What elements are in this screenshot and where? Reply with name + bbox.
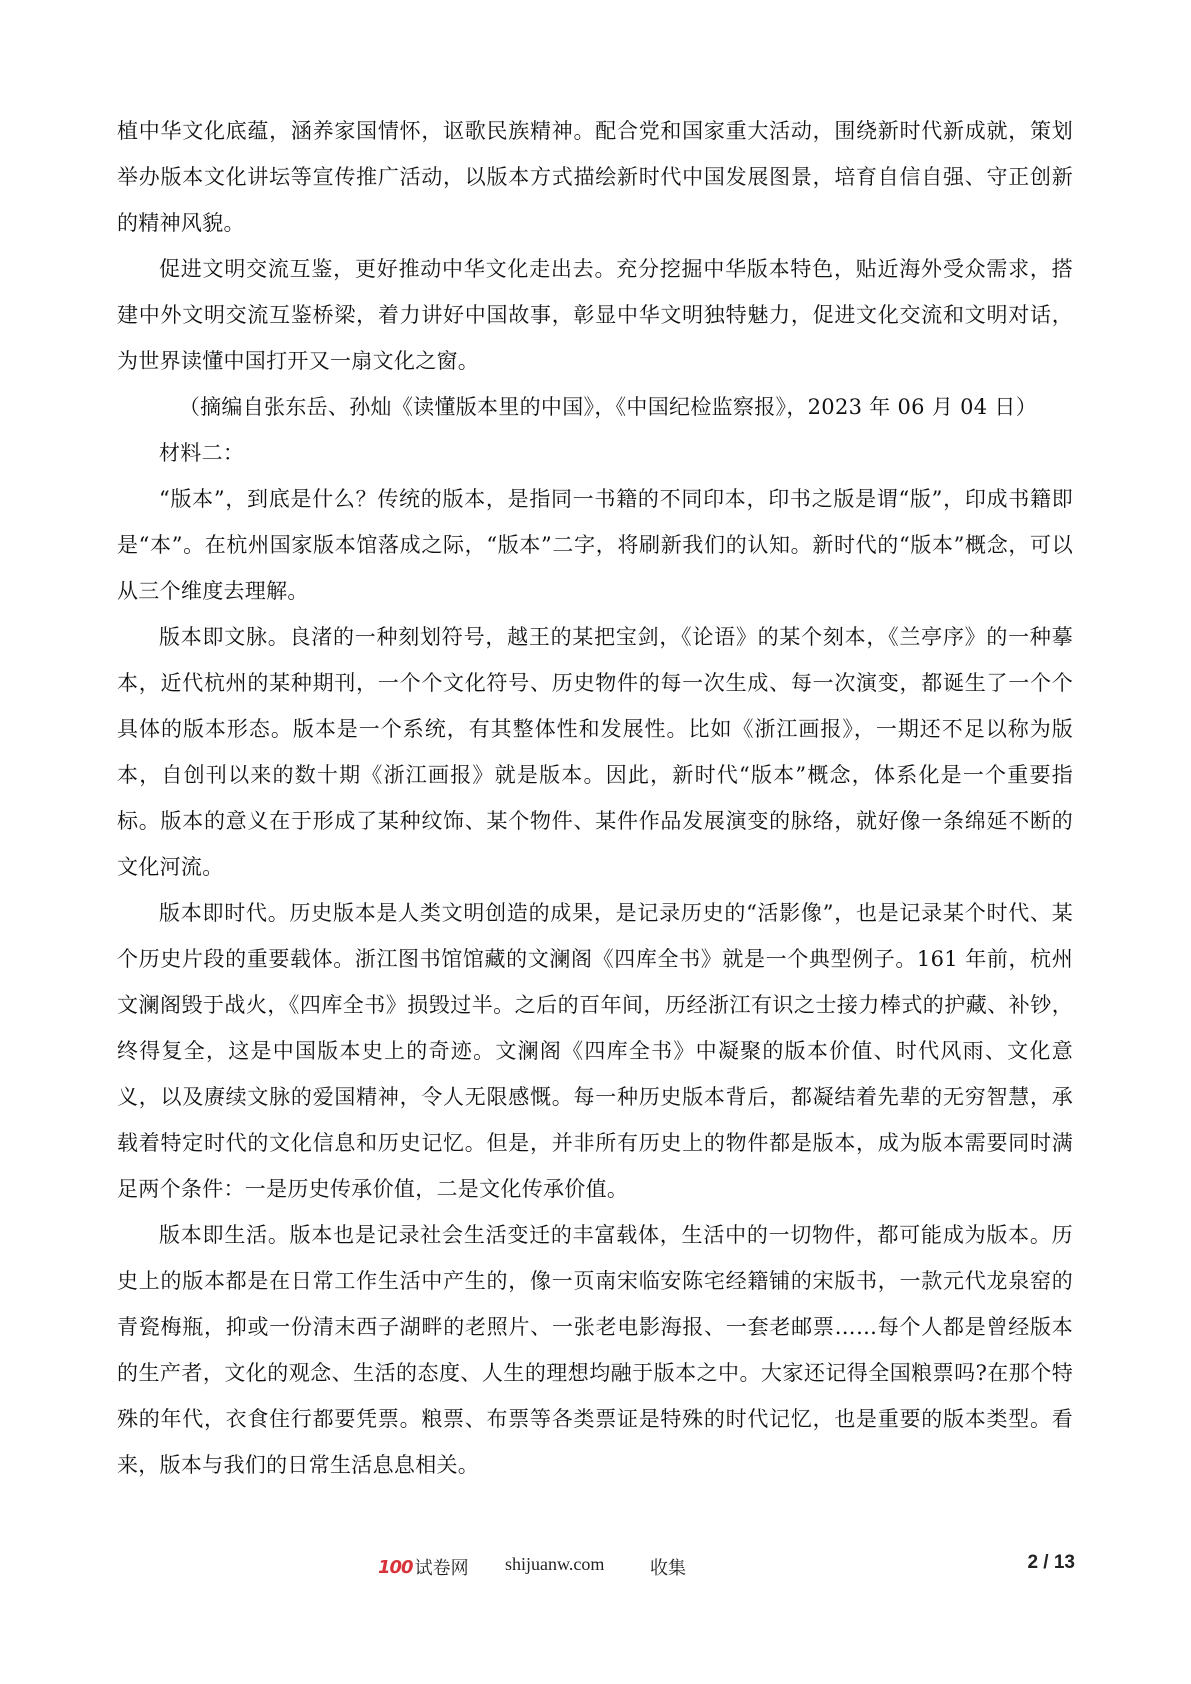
site-logo[interactable]	[378, 1554, 469, 1580]
paragraph: 版本即时代。历史版本是人类文明创造的成果，是记录历史的“活影像”，也是记录某个时代、某个历史片段的重要载体。浙江图书馆馆藏的文澜阁《四库全书》就是一个典型例子。161 年前，杭州文澜阁毁于战火，《四库全书》损毁过半。之后的百年间，历经浙江有识之士接力棒式的护藏、补钞，终得复全，这是中国版本史上的奇迹。文澜阁《四库全书》中凝聚的版本价值、时代风雨、文化意义，以及赓续文脉的爱国精神，令人无限感慨。每一种历史版本背后，都凝结着先辈的无穷智慧，承载着特定时代的文化信息和历史记忆。但是，并非所有历史上的物件都是版本，成为版本需要同时满足两个条件：一是历史传承价值，二是文化传承价值。	[117, 901, 1073, 1201]
collect-label: 收集	[650, 1558, 686, 1579]
section-heading: 材料二：	[159, 441, 245, 465]
page-indicator: 2 / 13	[1027, 1552, 1075, 1573]
page-footer	[0, 1552, 1191, 1582]
site-domain-link[interactable]: shijuanw.com	[505, 1554, 605, 1574]
article-body	[117, 108, 1073, 1488]
source-citation: （摘编自张东岳、孙灿《读懂版本里的中国》，《中国纪检监察报》，2023 年 06 月 04 日）	[178, 395, 1037, 419]
paragraph-continued: 植中华文化底蕴，涵养家国情怀，讴歌民族精神。配合党和国家重大活动，围绕新时代新成就，策划举办版本文化讲坛等宣传推广活动，以版本方式描绘新时代中国发展图景，培育自信自强、守正创新的精神风貌。	[117, 119, 1073, 235]
paragraph: 促进文明交流互鉴，更好推动中华文化走出去。充分挖掘中华版本特色，贴近海外受众需求，搭建中外文明交流互鉴桥梁，着力讲好中国故事，彰显中华文明独特魅力，促进文化交流和文明对话，为世界读懂中国打开又一扇文化之窗。	[117, 257, 1073, 373]
site-name: 试卷网	[414, 1558, 469, 1578]
paragraph: 版本即生活。版本也是记录社会生活变迁的丰富载体，生活中的一切物件，都可能成为版本。历史上的版本都是在日常工作生活中产生的，像一页南宋临安陈宅经籍铺的宋版书，一款元代龙泉窑的青瓷梅瓶，抑或一份清末西子湖畔的老照片、一张老电影海报、一套老邮票……每个人都是曾经版本的生产者，文化的观念、生活的态度、人生的理想均融于版本之中。大家还记得全国粮票吗?在那个特殊的年代，衣食住行都要凭票。粮票、布票等各类票证是特殊的时代记忆，也是重要的版本类型。看来，版本与我们的日常生活息息相关。	[117, 1223, 1073, 1477]
logo-mark-icon: 100	[378, 1556, 413, 1578]
paragraph: 版本即文脉。良渚的一种刻划符号，越王的某把宝剑，《论语》的某个刻本，《兰亭序》的一种摹本，近代杭州的某种期刊，一个个文化符号、历史物件的每一次生成、每一次演变，都诞生了一个个具体的版本形态。版本是一个系统，有其整体性和发展性。比如《浙江画报》，一期还不足以称为版本，自创刊以来的数十期《浙江画报》就是版本。因此，新时代“版本”概念，体系化是一个重要指标。版本的意义在于形成了某种纹饰、某个物件、某件作品发展演变的脉络，就好像一条绵延不断的文化河流。	[117, 625, 1073, 879]
paragraph: “版本”，到底是什么？传统的版本，是指同一书籍的不同印本，印书之版是谓“版”，印成书籍即是“本”。在杭州国家版本馆落成之际，“版本”二字，将刷新我们的认知。新时代的“版本”概念，可以从三个维度去理解。	[117, 487, 1073, 603]
